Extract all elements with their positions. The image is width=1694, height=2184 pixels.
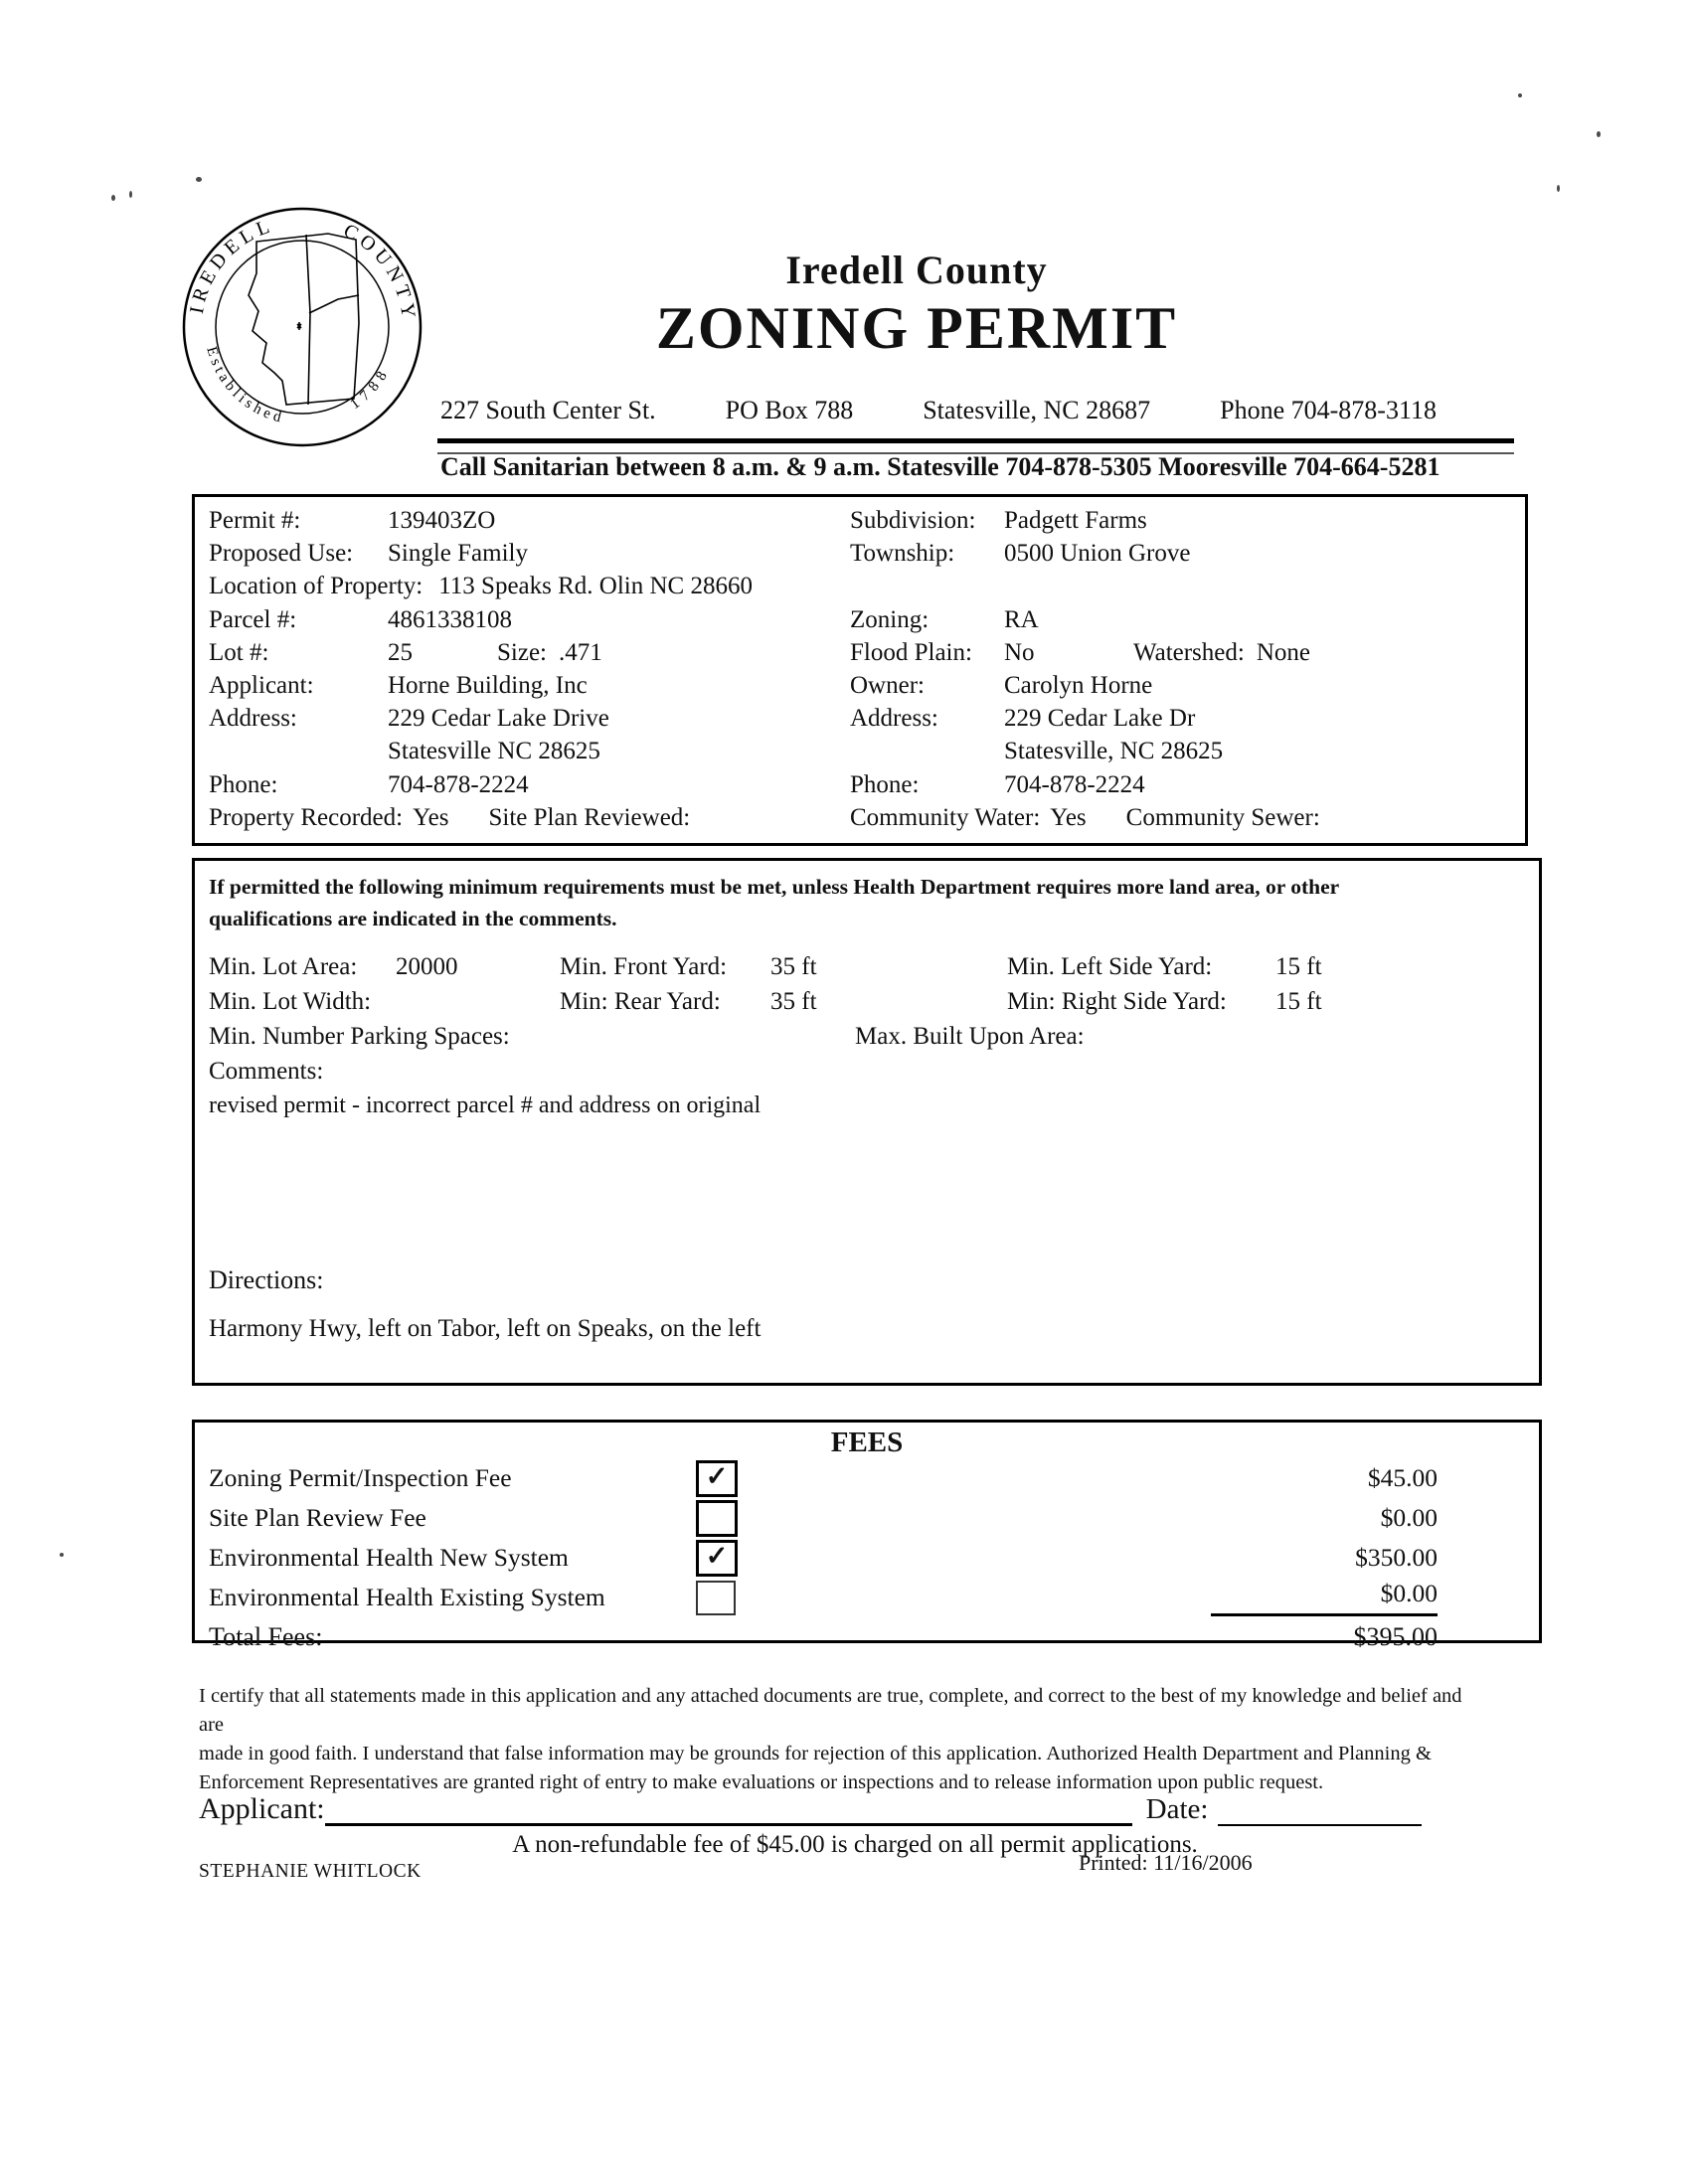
checkbox-site-plan-fee — [696, 1500, 738, 1537]
field-value: Yes — [413, 803, 449, 831]
field-label: Address: — [209, 705, 297, 733]
total-fees-amount: $395.00 — [1353, 1622, 1438, 1651]
field-label — [850, 735, 1004, 767]
office-pobox: PO Box 788 — [725, 396, 854, 424]
field-label: Phone: — [850, 770, 920, 798]
directions-label: Directions: — [209, 1265, 324, 1294]
office-city: Statesville, NC 28687 — [923, 396, 1151, 424]
permit-info-right-column — [850, 504, 1525, 834]
field-value: 113 Speaks Rd. Olin NC 28660 — [438, 573, 753, 600]
requirements-intro-line1: If permitted the following minimum requirements must be met, unless Health Department requires more land area, or other — [209, 875, 1340, 899]
field-applicant-phone — [209, 768, 850, 801]
field-label: Min. Lot Width: — [209, 988, 372, 1015]
field-owner — [850, 669, 1525, 702]
field-label: Subdivision: — [850, 507, 976, 534]
field-township — [850, 537, 1525, 570]
field-value: RA — [1004, 605, 1039, 633]
field-value: 20000 — [396, 953, 458, 980]
fee-row-env-health-new — [209, 1538, 1525, 1578]
fees-box — [192, 1420, 1542, 1651]
field-label: Site Plan Reviewed: — [488, 803, 691, 831]
svg-text:IREDELL — [186, 214, 277, 315]
fee-label: Site Plan Review Fee — [209, 1503, 426, 1532]
field-location — [209, 570, 850, 602]
non-refundable-note: A non-refundable fee of $45.00 is charged on all permit applications. — [512, 1831, 1198, 1858]
field-label: Community Sewer: — [1125, 803, 1320, 831]
field-value: 0500 Union Grove — [1004, 540, 1191, 568]
field-label: Min. Lot Area: — [209, 953, 358, 980]
field-label: Lot #: — [209, 638, 269, 666]
field-value: No — [1004, 638, 1035, 666]
certification-statement — [199, 1682, 1491, 1797]
field-owner-city — [850, 735, 1525, 767]
checkbox-env-health-existing — [696, 1581, 736, 1615]
field-value: None — [1256, 638, 1310, 666]
field-value: 139403ZO — [388, 507, 496, 534]
certification-line2: made in good faith. I understand that false information may be grounds for rejection of this application. Authorized Health Department and Planning & — [199, 1743, 1432, 1764]
applicant-signature-label: Applicant: — [199, 1792, 325, 1825]
scan-artifact — [111, 195, 115, 201]
fees-title: FEES — [830, 1427, 904, 1458]
scan-artifact — [1518, 93, 1522, 97]
office-phone: Phone 704-878-3118 — [1220, 396, 1437, 424]
comments-text: revised permit - incorrect parcel # and address on original — [209, 1092, 762, 1118]
field-owner-phone — [850, 768, 1525, 801]
field-label: Min: Right Side Yard: — [1007, 988, 1227, 1015]
applicant-signature-line — [325, 1789, 1132, 1826]
county-name: Iredell County — [785, 248, 1048, 292]
field-value: Carolyn Horne — [1004, 672, 1153, 700]
svg-text:Established — [203, 345, 286, 426]
field-applicant — [209, 669, 850, 702]
field-value: 4861338108 — [388, 605, 512, 633]
check-mark-icon: ✓ — [705, 1460, 729, 1491]
fee-amount: $350.00 — [1355, 1543, 1438, 1572]
fee-row-env-health-existing — [209, 1578, 1525, 1617]
field-value: 35 ft — [770, 988, 817, 1015]
field-label: Property Recorded: — [209, 803, 404, 831]
permit-info-box — [192, 494, 1528, 846]
comments-label: Comments: — [209, 1058, 324, 1085]
seal-text-1788: 1788 — [347, 363, 394, 414]
office-address-row — [440, 396, 1437, 425]
field-community-water — [850, 801, 1525, 834]
field-label: Size: — [497, 638, 547, 666]
certification-line1: I certify that all statements made in this application and any attached documents are true, complete, and correct to the best of my knowledge and belief and are — [199, 1685, 1462, 1736]
certification-line3: Enforcement Representatives are granted right of entry to make evaluations or inspections and to release information upon public request. — [199, 1771, 1324, 1793]
fee-label: Zoning Permit/Inspection Fee — [209, 1463, 512, 1492]
sanitarian-notice: Call Sanitarian between 8 a.m. & 9 a.m. Statesville 704-878-5305 Mooresville 704-664-5281 — [440, 452, 1440, 481]
printed-date: Printed: 11/16/2006 — [1079, 1850, 1253, 1875]
field-label: Phone: — [209, 770, 278, 798]
field-label: Location of Property: — [209, 573, 424, 600]
directions-text: Harmony Hwy, left on Tabor, left on Speaks, on the left — [209, 1315, 762, 1342]
fee-label: Environmental Health Existing System — [209, 1583, 605, 1611]
field-applicant-address — [209, 702, 850, 735]
requirements-intro — [209, 871, 1525, 934]
seal-text-county: COUNTY — [339, 220, 421, 324]
field-value: 704-878-2224 — [388, 770, 529, 798]
page-title: ZONING PERMIT — [655, 295, 1178, 361]
field-label: Address: — [850, 705, 938, 733]
field-label: Max. Built Upon Area: — [855, 1023, 1085, 1050]
field-value: Single Family — [388, 540, 528, 568]
total-fees-label: Total Fees: — [209, 1622, 323, 1651]
field-flood-plain — [850, 636, 1525, 669]
field-label: Zoning: — [850, 605, 930, 633]
field-value: 229 Cedar Lake Dr — [1004, 705, 1196, 733]
signature-row — [199, 1789, 1491, 1826]
field-label: Min. Front Yard: — [560, 953, 728, 980]
field-value: 229 Cedar Lake Drive — [388, 705, 609, 733]
field-value: 704-878-2224 — [1004, 770, 1145, 798]
field-label: Min: Rear Yard: — [560, 988, 721, 1015]
fee-amount: $0.00 — [1211, 1579, 1438, 1616]
fees-total-row — [209, 1619, 1525, 1655]
date-line — [1218, 1792, 1422, 1826]
fee-amount: $0.00 — [1380, 1503, 1438, 1532]
field-label: Township: — [850, 540, 955, 568]
field-value: 25 — [388, 638, 413, 666]
field-label: Flood Plain: — [850, 638, 972, 666]
field-label: Applicant: — [209, 672, 314, 700]
field-zoning — [850, 603, 1525, 636]
checkbox-zoning-permit-fee — [696, 1460, 738, 1497]
field-label: Proposed Use: — [209, 540, 354, 568]
fee-amount: $45.00 — [1367, 1463, 1438, 1492]
seal-text-established: Established — [203, 344, 287, 427]
field-value: 35 ft — [770, 953, 817, 980]
field-value: Statesville NC 28625 — [388, 738, 600, 765]
field-label: Watershed: — [1133, 638, 1245, 666]
field-parcel-number — [209, 603, 850, 636]
clerk-name: STEPHANIE WHITLOCK — [199, 1861, 422, 1882]
field-label: Permit #: — [209, 507, 301, 534]
scan-artifact — [129, 191, 132, 198]
field-value: Padgett Farms — [1004, 507, 1147, 534]
field-value: Yes — [1050, 803, 1087, 831]
field-subdivision — [850, 504, 1525, 537]
fee-row-site-plan — [209, 1498, 1525, 1538]
seal-text-iredell: IREDELL — [185, 214, 277, 316]
field-label: Min. Number Parking Spaces: — [209, 1023, 510, 1050]
field-value: Horne Building, Inc — [388, 672, 588, 700]
scan-artifact — [60, 1553, 64, 1557]
field-label: Owner: — [850, 672, 925, 700]
field-owner-address — [850, 702, 1525, 735]
field-label: Community Water: — [850, 803, 1041, 831]
field-label: Min. Left Side Yard: — [1007, 953, 1213, 980]
field-value: Statesville, NC 28625 — [1004, 738, 1224, 765]
scan-artifact — [1597, 131, 1601, 137]
field-applicant-city — [209, 735, 850, 767]
field-proposed-use — [209, 537, 850, 570]
requirements-row-2 — [209, 984, 1525, 1019]
requirements-intro-line2: qualifications are indicated in the comments. — [209, 907, 617, 930]
office-street: 227 South Center St. — [440, 396, 656, 424]
field-permit-number — [209, 504, 850, 537]
check-mark-icon: ✓ — [705, 1540, 729, 1571]
field-value: 15 ft — [1275, 953, 1322, 980]
permit-info-left-column — [209, 504, 850, 834]
requirements-box — [192, 858, 1542, 1386]
field-value: 15 ft — [1275, 988, 1322, 1015]
field-property-recorded — [209, 801, 850, 834]
fee-row-zoning-permit — [209, 1458, 1525, 1498]
requirements-row-1 — [209, 949, 1525, 984]
field-lot-size — [209, 636, 850, 669]
field-label — [209, 735, 388, 767]
field-value: .471 — [559, 638, 602, 666]
date-label: Date: — [1145, 1793, 1209, 1825]
requirements-row-3 — [209, 1019, 1525, 1054]
scan-artifact — [196, 177, 202, 182]
checkbox-env-health-new — [696, 1540, 738, 1577]
scan-artifact — [1557, 185, 1560, 192]
fee-label: Environmental Health New System — [209, 1543, 569, 1572]
field-label: Parcel #: — [209, 605, 297, 633]
